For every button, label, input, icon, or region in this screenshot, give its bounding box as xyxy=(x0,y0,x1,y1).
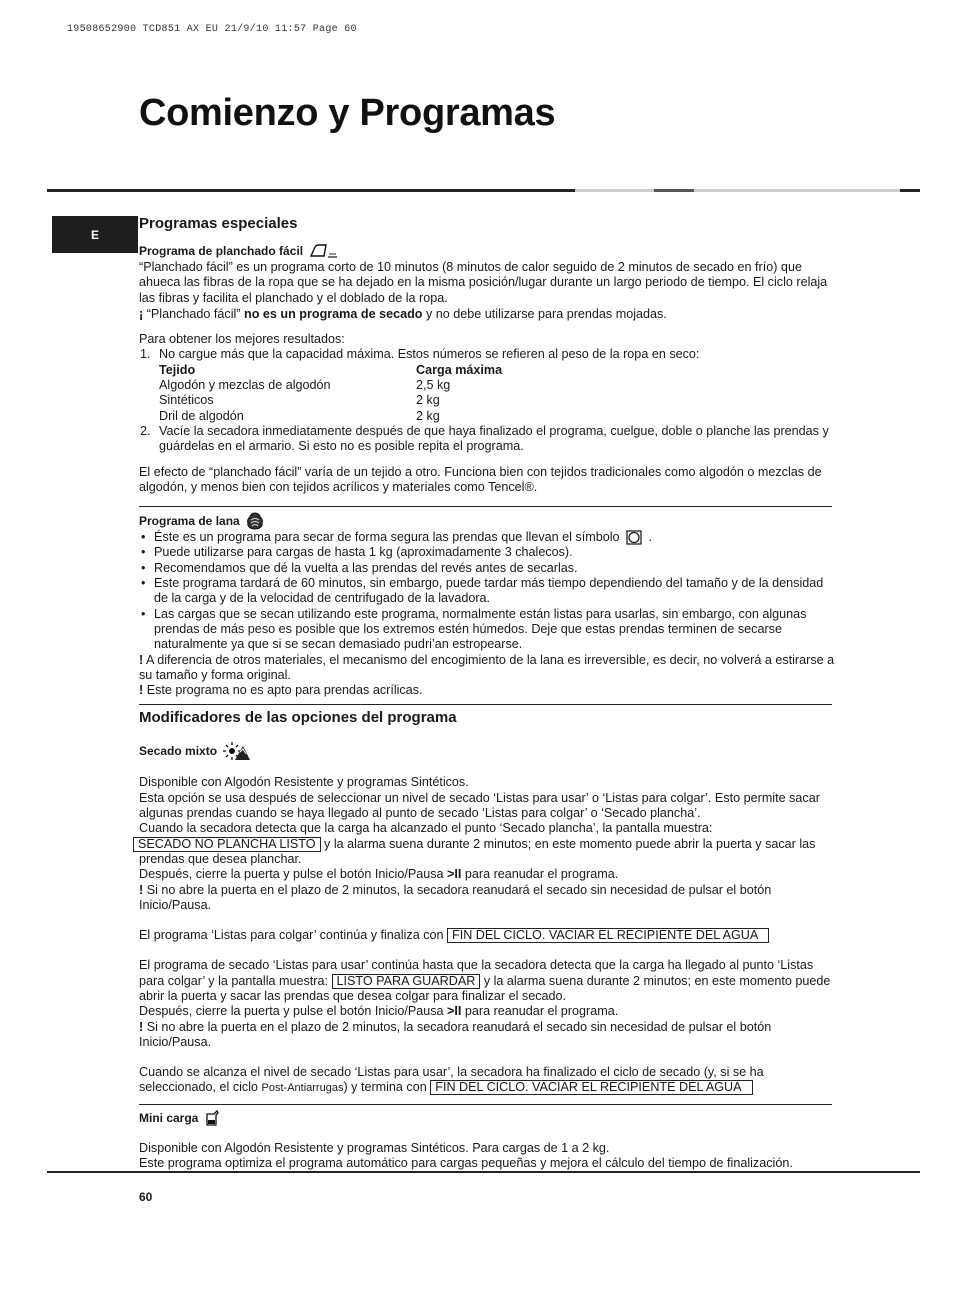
mixto-heading-text: Secado mixto xyxy=(139,744,218,759)
lana-warning-1 xyxy=(139,653,839,684)
lana-bullet: • Recomendamos que dé la vuelta a las prendas del revés antes de secarlas. xyxy=(139,561,839,576)
mixto-p3-post: y la alarma suena durante 2 minutos; en este momento puede abrir la puerta y sacar las prendas que desea planchar. xyxy=(139,836,816,866)
display-message: LISTO PARA GUARDAR xyxy=(332,974,481,989)
mixto-p8-post: ) y termina con xyxy=(343,1080,427,1095)
warning-mark: ! xyxy=(139,683,144,698)
mixto-p8-pre: Cuando se alcanza el nivel de secado ‘Listas para usar’, la secadora ha finalizado el ciclo de secado (y, si se ha seleccionado, el ciclo xyxy=(139,1065,764,1095)
load-row xyxy=(159,378,839,393)
lana-heading xyxy=(139,512,839,530)
lana-bullet-1-post: . xyxy=(648,530,653,545)
mixto-p6 xyxy=(139,958,839,1004)
page-title: Comienzo y Programas xyxy=(139,92,556,134)
load-max: 2,5 kg xyxy=(416,378,451,393)
start-pause-icon: >II xyxy=(447,1004,462,1019)
note-bold: no es un programa de secado xyxy=(244,306,423,321)
lana-bullets xyxy=(139,530,839,652)
tumble-dry-symbol-icon xyxy=(626,530,642,545)
lana-heading-text: Programa de lana xyxy=(139,514,240,529)
planchado-heading xyxy=(139,242,839,260)
mixto-p7 xyxy=(139,1004,839,1019)
mixto-p6-post: y la alarma suena durante 2 minutos; en este momento puede abrir la puerta y sacar las prendas que desea colgar para finalizar el secado. xyxy=(139,973,831,1003)
step-2 xyxy=(139,424,839,455)
step-1 xyxy=(139,347,839,362)
results-intro: Para obtener los mejores resultados: xyxy=(139,332,345,347)
planchado-note xyxy=(139,307,839,322)
mixto-p4-post: para reanudar el programa. xyxy=(464,867,619,882)
step-1-text: No cargue más que la capacidad máxima. Estos números se refieren al peso de la ropa en seco: xyxy=(159,347,700,362)
load-max: 2 kg xyxy=(416,408,440,423)
load-row xyxy=(159,409,839,424)
display-message: FIN DEL CICLO. VACIAR EL RECIPIENTE DEL AGUA xyxy=(430,1080,752,1095)
lana-warning-2-text: Este programa no es apto para prendas acrílicas. xyxy=(146,683,423,698)
mini-p2: Este programa optimiza el programa automático para cargas pequeñas y mejora el cálculo del tiempo de finalización. xyxy=(139,1156,793,1171)
display-message: SECADO NO PLANCHA LISTO xyxy=(133,837,321,852)
mixto-p5 xyxy=(139,928,839,943)
lana-bullet: • Las cargas que se secan utilizando este programa, normalmente están listas para usarlas, sin embargo, con algunas prendas de más peso es posible que los extremos estén húmedos. Deje que estas prendas terminen de secarse naturalmente ya que si se secan demasiado pudri’an estropearse. xyxy=(139,607,839,653)
mixto-p8-small: Post-Antiarrugas xyxy=(261,1082,344,1095)
mini-p1: Disponible con Algodón Resistente y programas Sintéticos. Para cargas de 1 a 2 kg. xyxy=(139,1140,610,1155)
title-rule-dark xyxy=(47,189,575,192)
planchado-heading-text: Programa de planchado fácil xyxy=(139,244,304,258)
footer-rule xyxy=(47,1171,920,1173)
mixto-p6-pre: El programa de secado ‘Listas para usar’ continúa hasta que la secadora detecta que la carga ha llegado al punto ‘Listas para colgar’ y la pantalla muestra: xyxy=(139,958,814,988)
warning-mark: ! xyxy=(139,652,144,667)
lana-bullet xyxy=(139,530,839,545)
mini-load-icon xyxy=(204,1109,220,1127)
mixto-p4-pre: Después, cierre la puerta y pulse el botón Inicio/Pausa xyxy=(139,867,444,882)
load-row xyxy=(159,393,839,408)
title-rule-light-2 xyxy=(694,189,900,192)
load-table-header xyxy=(159,363,839,378)
mixto-warning-2-text: Si no abre la puerta en el plazo de 2 minutos, la secadora reanudará el secado sin necesidad de pulsar el botón Inicio/Pausa. xyxy=(139,1019,772,1049)
load-table xyxy=(159,363,839,424)
mixto-p7-post: para reanudar el programa. xyxy=(464,1004,619,1019)
mini-heading-text: Mini carga xyxy=(139,1110,199,1125)
load-fabric: Algodón y mezclas de algodón xyxy=(159,378,331,393)
mini-heading xyxy=(139,1109,839,1127)
planchado-intro: “Planchado fácil” es un programa corto de 10 minutos (8 minutos de calor seguido de 2 minutos de secado en frío) que ahueca las fibras de la ropa que se ha dejado en la misma posición/lugar durante un largo periodo de tiempo. El ciclo relaja las fibras y facilita el planchado y el doblado de la ropa. xyxy=(139,260,828,305)
start-pause-icon: >II xyxy=(447,867,462,882)
mixed-dry-icon xyxy=(223,741,251,761)
mixto-warning-2 xyxy=(139,1020,839,1051)
load-col-fabric: Tejido xyxy=(159,362,196,377)
mixto-heading xyxy=(139,741,839,761)
mixto-p8 xyxy=(139,1065,839,1097)
mixto-warning-1-text: Si no abre la puerta en el plazo de 2 minutos, la secadora reanudará el secado sin necesidad de pulsar el botón Inicio/Pausa. xyxy=(139,882,772,912)
title-rule-mid xyxy=(654,189,694,192)
steps-list xyxy=(139,347,839,362)
mixto-p3: Cuando la secadora detecta que la carga ha alcanzado el punto ‘Secado plancha’, la pantalla muestra: xyxy=(139,821,713,836)
mixto-p3b xyxy=(139,837,839,868)
content xyxy=(139,214,839,1171)
load-fabric: Sintéticos xyxy=(159,393,214,408)
lana-warning-1-text: A diferencia de otros materiales, el mecanismo del encogimiento de la lana es irreversible, es decir, no volverá a estirarse a su tamaño y forma original. xyxy=(139,652,835,682)
wool-icon xyxy=(246,512,264,530)
mixto-p4 xyxy=(139,867,839,882)
lana-warning-2 xyxy=(139,683,839,698)
step-2-text: Vacíe la secadora inmediatamente después de que haya finalizado el programa, cuelgue, doble o planche las prendas y guárdelas en el armario. Si esto no es posible repita el programa. xyxy=(159,423,829,454)
lana-bullet: • Puede utilizarse para cargas de hasta 1 kg (aproximadamente 3 chalecos). xyxy=(139,545,839,560)
mixto-warning-1 xyxy=(139,883,839,914)
lana-bullet-1-pre: Éste es un programa para secar de forma segura las prendas que llevan el símbolo xyxy=(154,530,620,545)
step-1-num: 1. xyxy=(140,347,151,362)
mixto-p5-pre: El programa ‘Listas para colgar’ continúa y finaliza con xyxy=(139,928,444,943)
language-code: E xyxy=(90,227,99,242)
lana-bullet: • Este programa tardará de 60 minutos, sin embargo, puede tardar más tiempo dependiendo del tamaño y de la densidad de la carga y de la velocidad de centrifugado de la lavadora. xyxy=(139,576,839,607)
display-message: FIN DEL CICLO. VACIAR EL RECIPIENTE DEL AGUA xyxy=(447,928,769,943)
mixto-p7-pre: Después, cierre la puerta y pulse el botón Inicio/Pausa xyxy=(139,1004,444,1019)
step-2-num: 2. xyxy=(140,423,151,438)
load-col-max: Carga máxima xyxy=(416,362,503,377)
note-post: y no debe utilizarse para prendas mojadas. xyxy=(425,306,667,321)
page-number: 60 xyxy=(139,1190,153,1204)
warning-mark: ! xyxy=(139,882,144,897)
note-mark: ¡ xyxy=(139,306,144,321)
language-tab xyxy=(52,216,138,253)
especiales-heading: Programas especiales xyxy=(139,215,298,232)
mixto-p2: Esta opción se usa después de seleccionar un nivel de secado ‘Listas para usar’ o ‘Listas para colgar’. Esto permite sacar algunas prendas cuando se haya llegado al punto de secado ‘Listas para colgar’ o ‘Secado plancha’. xyxy=(139,790,820,821)
modificadores-heading: Modificadores de las opciones del programa xyxy=(139,709,457,727)
iron-icon xyxy=(309,243,339,259)
planchado-effect: El efecto de “planchado fácil” varía de un tejido a otro. Funciona bien con tejidos tradicionales como algodón o mezclas de algodón, y menos bien con tejidos acrílicos y materiales como Tencel®. xyxy=(139,464,822,494)
title-rule-end xyxy=(900,189,920,192)
load-fabric: Dril de algodón xyxy=(159,408,244,423)
warning-mark: ! xyxy=(139,1019,144,1034)
load-max: 2 kg xyxy=(416,393,440,408)
title-rule-light xyxy=(575,189,654,192)
print-header: 19508652900 TCD851 AX EU 21/9/10 11:57 Page 60 xyxy=(67,24,357,35)
note-pre: “Planchado fácil” xyxy=(146,306,241,321)
mixto-p1: Disponible con Algodón Resistente y programas Sintéticos. xyxy=(139,775,469,790)
steps-list-2 xyxy=(139,424,839,455)
